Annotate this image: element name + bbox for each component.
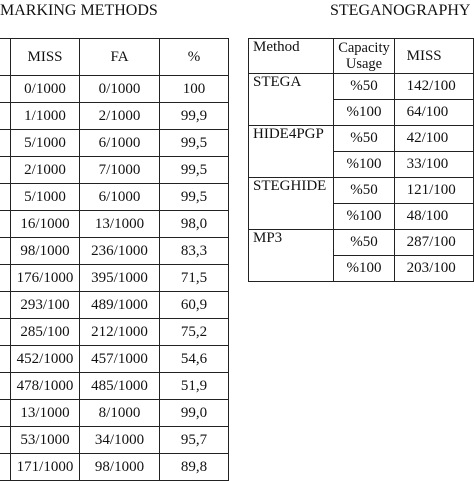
- table-row: [0, 427, 229, 454]
- fa-cell: 98/1000: [80, 454, 160, 481]
- steganography-table: [248, 38, 474, 282]
- fa-cell: 2/1000: [80, 103, 160, 130]
- percent-cell: 83,3: [160, 238, 229, 265]
- capacity-usage-cell: %100: [334, 256, 394, 282]
- column-header-miss: MISS: [394, 39, 473, 74]
- table-row: [0, 238, 229, 265]
- miss-cell: 13/1000: [11, 400, 80, 427]
- percent-cell: 99,9: [160, 103, 229, 130]
- miss-cell: 2/1000: [11, 157, 80, 184]
- percent-cell: 95,7: [160, 427, 229, 454]
- capacity-header-line1: Capacity: [338, 40, 390, 56]
- method-cell: STEGHIDE: [249, 178, 334, 230]
- miss-cell: 1/1000: [11, 103, 80, 130]
- fa-cell: 6/1000: [80, 184, 160, 211]
- fa-cell: 13/1000: [80, 211, 160, 238]
- miss-cell: 5/1000: [11, 130, 80, 157]
- percent-cell: 98,0: [160, 211, 229, 238]
- percent-cell: 99,5: [160, 184, 229, 211]
- table-row: [0, 130, 229, 157]
- column-header-blank: [0, 39, 11, 76]
- column-header-miss: MISS: [11, 39, 80, 76]
- capacity-usage-cell: %50: [334, 230, 394, 256]
- row-label-cell: [0, 103, 11, 130]
- fa-cell: 6/1000: [80, 130, 160, 157]
- capacity-usage-cell: %100: [334, 152, 394, 178]
- miss-cell: 478/1000: [11, 373, 80, 400]
- miss-cell: 171/1000: [11, 454, 80, 481]
- fa-cell: 212/1000: [80, 319, 160, 346]
- miss-cell: 285/100: [11, 319, 80, 346]
- capacity-usage-cell: %50: [334, 74, 394, 100]
- miss-cell: 203/100: [394, 256, 473, 282]
- fa-cell: 395/1000: [80, 265, 160, 292]
- percent-cell: 75,2: [160, 319, 229, 346]
- marking-methods-heading: MARKING METHODS: [0, 2, 158, 19]
- fa-cell: 485/1000: [80, 373, 160, 400]
- table-row: [0, 319, 229, 346]
- table-row: [0, 292, 229, 319]
- miss-cell: 98/1000: [11, 238, 80, 265]
- table-row: [0, 265, 229, 292]
- row-label-cell: [0, 454, 11, 481]
- row-label-cell: [0, 319, 11, 346]
- miss-cell: 287/100: [394, 230, 473, 256]
- miss-cell: 142/100: [394, 74, 473, 100]
- percent-cell: 99,5: [160, 130, 229, 157]
- row-label-cell: [0, 265, 11, 292]
- capacity-usage-cell: %50: [334, 178, 394, 204]
- column-header-method: Method: [249, 39, 334, 74]
- miss-cell: 5/1000: [11, 184, 80, 211]
- percent-cell: 89,8: [160, 454, 229, 481]
- row-label-cell: [0, 427, 11, 454]
- miss-cell: 53/1000: [11, 427, 80, 454]
- percent-cell: 60,9: [160, 292, 229, 319]
- table-row: [0, 103, 229, 130]
- miss-cell: 16/1000: [11, 211, 80, 238]
- table-row: [0, 454, 229, 481]
- row-label-cell: [0, 238, 11, 265]
- method-cell: STEGA: [249, 74, 334, 126]
- column-header-capacity-usage: [334, 39, 394, 74]
- row-label-cell: [0, 157, 11, 184]
- table-row: [0, 211, 229, 238]
- table-header-row: [249, 39, 474, 74]
- miss-cell: 42/100: [394, 126, 473, 152]
- table-row: [0, 400, 229, 427]
- capacity-usage-cell: %100: [334, 100, 394, 126]
- miss-cell: 452/1000: [11, 346, 80, 373]
- table-row: [249, 74, 474, 100]
- method-cell: MP3: [249, 230, 334, 282]
- percent-cell: 54,6: [160, 346, 229, 373]
- percent-cell: 99,0: [160, 400, 229, 427]
- miss-cell: 121/100: [394, 178, 473, 204]
- method-cell: HIDE4PGP: [249, 126, 334, 178]
- row-label-cell: [0, 373, 11, 400]
- fa-cell: 236/1000: [80, 238, 160, 265]
- table-row: [0, 346, 229, 373]
- marking-methods-table: [0, 38, 229, 481]
- percent-cell: 99,5: [160, 157, 229, 184]
- miss-cell: 176/1000: [11, 265, 80, 292]
- table-row: [249, 230, 474, 256]
- row-label-cell: [0, 76, 11, 103]
- table-row: [249, 126, 474, 152]
- fa-cell: 8/1000: [80, 400, 160, 427]
- fa-cell: 7/1000: [80, 157, 160, 184]
- fa-cell: 34/1000: [80, 427, 160, 454]
- fa-cell: 489/1000: [80, 292, 160, 319]
- capacity-header-line2: Usage: [345, 56, 383, 72]
- miss-cell: 64/100: [394, 100, 473, 126]
- table-row: [0, 373, 229, 400]
- miss-cell: 0/1000: [11, 76, 80, 103]
- row-label-cell: [0, 346, 11, 373]
- steganography-heading: STEGANOGRAPHY: [330, 2, 471, 19]
- percent-cell: 100: [160, 76, 229, 103]
- row-label-cell: [0, 130, 11, 157]
- table-row: [0, 76, 229, 103]
- row-label-cell: [0, 211, 11, 238]
- column-header-fa: FA: [80, 39, 160, 76]
- row-label-cell: [0, 292, 11, 319]
- capacity-usage-cell: %100: [334, 204, 394, 230]
- row-label-cell: [0, 184, 11, 211]
- table-row: [0, 184, 229, 211]
- fa-cell: 0/1000: [80, 76, 160, 103]
- percent-cell: 51,9: [160, 373, 229, 400]
- row-label-cell: [0, 400, 11, 427]
- fa-cell: 457/1000: [80, 346, 160, 373]
- miss-cell: 48/100: [394, 204, 473, 230]
- capacity-usage-cell: %50: [334, 126, 394, 152]
- column-header-percent: %: [160, 39, 229, 76]
- table-row: [0, 157, 229, 184]
- percent-cell: 71,5: [160, 265, 229, 292]
- table-header-row: [0, 39, 229, 76]
- table-row: [249, 178, 474, 204]
- miss-cell: 293/100: [11, 292, 80, 319]
- miss-cell: 33/100: [394, 152, 473, 178]
